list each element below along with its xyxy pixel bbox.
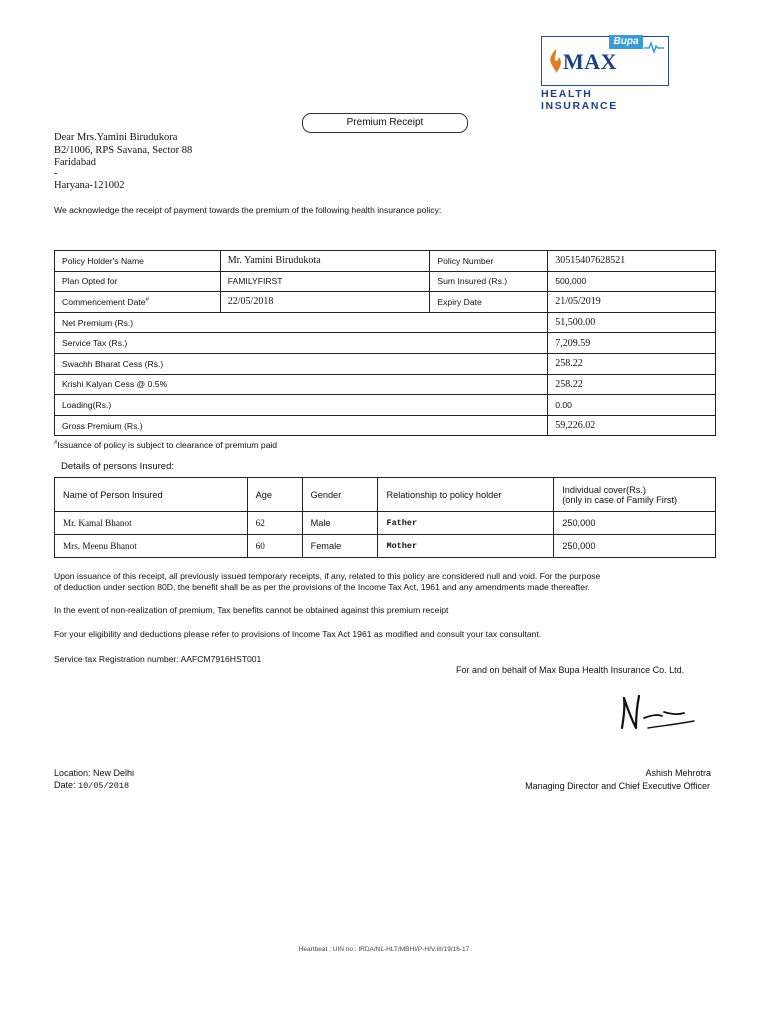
commencement-label	[55, 292, 221, 313]
address-line-3: -	[54, 168, 58, 179]
commencement-mark: #	[145, 297, 149, 304]
cover-header-line-2: (only in case of Family First)	[562, 494, 678, 505]
location: Location: New Delhi	[54, 768, 135, 778]
expiry-value: 21/05/2019	[548, 292, 716, 313]
premium-table	[54, 250, 716, 436]
heartbeat-icon	[644, 40, 664, 54]
insured-heading: Details of persons Insured:	[61, 461, 175, 472]
col-header-cover	[554, 478, 716, 512]
sum-insured-value: 500,000	[548, 271, 716, 292]
policy-number-label: Policy Number	[430, 251, 548, 272]
sum-insured-label: Sum Insured (Rs.)	[430, 271, 548, 292]
table-row	[55, 251, 716, 272]
charge-label: Net Premium (Rs.)	[55, 312, 548, 333]
holder-value: Mr. Yamini Birudukota	[220, 251, 430, 272]
table-row	[55, 353, 716, 374]
insured-age: 62	[247, 512, 302, 535]
table-row	[55, 271, 716, 292]
intro-text: We acknowledge the receipt of payment towards the premium of the following health insurance policy:	[54, 205, 442, 215]
table-header-row	[55, 478, 716, 512]
logo-wordmark: MAX	[563, 49, 618, 74]
commencement-value: 22/05/2018	[220, 292, 430, 313]
table-row	[55, 512, 716, 535]
behalf-text: For and on behalf of Max Bupa Health Insurance Co. Ltd.	[456, 665, 685, 675]
table-row	[55, 415, 716, 436]
charge-label: Gross Premium (Rs.)	[55, 415, 548, 436]
note-1-line-2: of deduction under section 80D, the benefit shall be as per the provisions of the Income Tax Act, 1961 and any amendments made thereafter.	[54, 582, 590, 592]
address-line-2: Faridabad	[54, 157, 96, 168]
footer-uin: Heartbeat ; UIN no : IRDA/NL-HLT/MBHI/P-H/V.III/19/16-17	[298, 946, 470, 953]
salutation: Dear Mrs.Yamini Birudukora	[54, 132, 178, 143]
insured-relationship: Mother	[378, 535, 554, 558]
insured-gender: Female	[302, 535, 378, 558]
charge-value: 51,500.00	[548, 312, 716, 333]
charge-label: Krishi Kalyan Cess @ 0.5%	[55, 374, 548, 395]
plan-label: Plan Opted for	[55, 271, 221, 292]
logo-tagline: HEALTH INSURANCE	[541, 88, 618, 112]
insured-table	[54, 477, 716, 558]
footnote	[54, 440, 277, 450]
footnote-text: Issuance of policy is subject to clearance of premium paid	[57, 440, 278, 450]
charge-value: 258.22	[548, 353, 716, 374]
charge-label: Loading(Rs.)	[55, 395, 548, 416]
date-value: 10/05/2018	[78, 781, 130, 791]
date	[54, 780, 129, 791]
table-row	[55, 535, 716, 558]
col-header-gender: Gender	[302, 478, 378, 512]
col-header-relationship: Relationship to policy holder	[378, 478, 554, 512]
insured-age: 60	[247, 535, 302, 558]
col-header-age: Age	[247, 478, 302, 512]
note-3: For your eligibility and deductions please refer to provisions of Income Tax Act 1961 as modified and consult your tax consultant.	[54, 629, 542, 639]
table-row	[55, 292, 716, 313]
receipt-title: Premium Receipt	[302, 113, 468, 133]
company-logo	[541, 36, 669, 112]
charge-label: Swachh Bharat Cess (Rs.)	[55, 353, 548, 374]
insured-gender: Male	[302, 512, 378, 535]
table-row	[55, 374, 716, 395]
charge-value: 258.22	[548, 374, 716, 395]
policy-number-value: 30515407628521	[548, 251, 716, 272]
date-label: Date:	[54, 780, 76, 790]
commencement-label-text: Commencement Date	[62, 296, 146, 307]
address-line-4: Haryana-121002	[54, 180, 125, 191]
note-2: In the event of non-realization of premium, Tax benefits cannot be obtained against this premium receipt	[54, 605, 449, 615]
service-tax-reg: Service tax Registration number: AAFCM7916HST001	[54, 654, 262, 664]
charge-value: 59,226.02	[548, 415, 716, 436]
plan-value: FAMILYFIRST	[220, 271, 430, 292]
insured-name: Mrs. Meenu Bhanot	[55, 535, 248, 558]
cover-header-line-1: Individual cover(Rs.)	[562, 484, 646, 495]
insured-cover: 250,000	[554, 535, 716, 558]
signature-image	[612, 688, 702, 736]
table-row	[55, 395, 716, 416]
signatory-title: Managing Director and Chief Executive Officer	[525, 781, 710, 791]
signatory-name: Ashish Mehrotra	[645, 768, 711, 778]
expiry-label: Expiry Date	[430, 292, 548, 313]
logo-bupa: Bupa	[609, 35, 643, 49]
note-1-line-1: Upon issuance of this receipt, all previously issued temporary receipts, if any, related to this policy are considered null and void. For the purpose	[54, 571, 601, 581]
insured-cover: 250,000	[554, 512, 716, 535]
charge-value: 0.00	[548, 395, 716, 416]
insured-name: Mr. Kamal Bhanot	[55, 512, 248, 535]
col-header-name: Name of Person Insured	[55, 478, 248, 512]
footnote-mark: #	[54, 440, 58, 447]
table-row	[55, 312, 716, 333]
charge-value: 7,209.59	[548, 333, 716, 354]
charge-label: Service Tax (Rs.)	[55, 333, 548, 354]
table-row	[55, 333, 716, 354]
insured-relationship: Father	[378, 512, 554, 535]
holder-label: Policy Holder's Name	[55, 251, 221, 272]
address-line-1: B2/1006, RPS Savana, Sector 88	[54, 145, 193, 156]
